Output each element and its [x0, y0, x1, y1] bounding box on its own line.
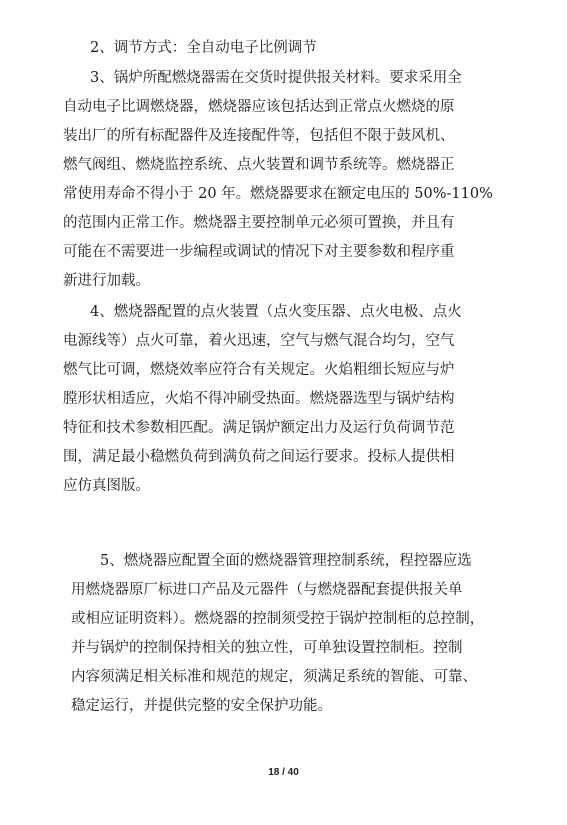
paragraph-3-line-4: 膛形状相适应，火焰不得冲刷受热面。燃烧器选型与锅炉结构	[63, 391, 455, 407]
paragraph-2-line-1: 3、锅炉所配燃烧器需在交货时提供报关材料。要求采用全	[90, 70, 462, 86]
paragraph-4-line-5: 内容须满足相关标准和规范的规定，须满足系统的智能、可靠、	[71, 669, 477, 685]
paragraph-2-line-4: 燃气阀组、燃烧监控系统、点火装置和调节系统等。燃烧器正	[63, 157, 455, 173]
paragraph-3-line-2: 电源线等）点火可靠，着火迅速，空气与燃气混合均匀，空气	[63, 333, 455, 349]
paragraph-2-line-5: 常使用寿命不得小于 20 年。燃烧器要求在额定电压的 50%-110%	[63, 186, 493, 202]
paragraph-1-line-1: 2、调节方式：全自动电子比例调节	[90, 40, 317, 56]
paragraph-4-line-1: 5、燃烧器应配置全面的燃烧器管理控制系统，程控器应选	[100, 553, 472, 569]
paragraph-3-line-1: 4、燃烧器配置的点火装置（点火变压器、点火电极、点火	[90, 304, 462, 320]
paragraph-3-line-3: 燃气比可调，燃烧效率应符合有关规定。火焰粗细长短应与炉	[63, 362, 455, 378]
paragraph-4-line-4: 并与锅炉的控制保持相关的独立性，可单独设置控制柜。控制	[71, 640, 463, 656]
paragraph-2-line-8: 新进行加载。	[63, 273, 150, 289]
paragraph-4-line-3: 或相应证明资料）。燃烧器的控制须受控于锅炉控制柜的总控制，	[71, 611, 485, 627]
paragraph-3-line-5: 特征和技术参数相匹配。满足锅炉额定出力及运行负荷调节范	[63, 420, 455, 436]
paragraph-4-line-2: 用燃烧器原厂标进口产品及元器件（与燃烧器配套提供报关单	[71, 582, 463, 598]
paragraph-2-line-2: 自动电子比调燃烧器，燃烧器应该包括达到正常点火燃烧的原	[63, 99, 455, 115]
paragraph-3-line-7: 应仿真图版。	[63, 478, 150, 494]
paragraph-2-line-3: 装出厂的所有标配器件及连接配件等，包括但不限于鼓风机、	[63, 128, 455, 144]
paragraph-3-line-6: 围，满足最小稳燃负荷到满负荷之间运行要求。投标人提供相	[63, 449, 455, 465]
page-number: 18 / 40	[268, 767, 299, 778]
paragraph-2-line-7: 可能在不需要进一步编程或调试的情况下对主要参数和程序重	[63, 244, 455, 260]
paragraph-4-line-6: 稳定运行，并提供完整的安全保护功能。	[71, 698, 332, 714]
paragraph-2-line-6: 的范围内正常工作。燃烧器主要控制单元必须可置换，并且有	[63, 215, 455, 231]
